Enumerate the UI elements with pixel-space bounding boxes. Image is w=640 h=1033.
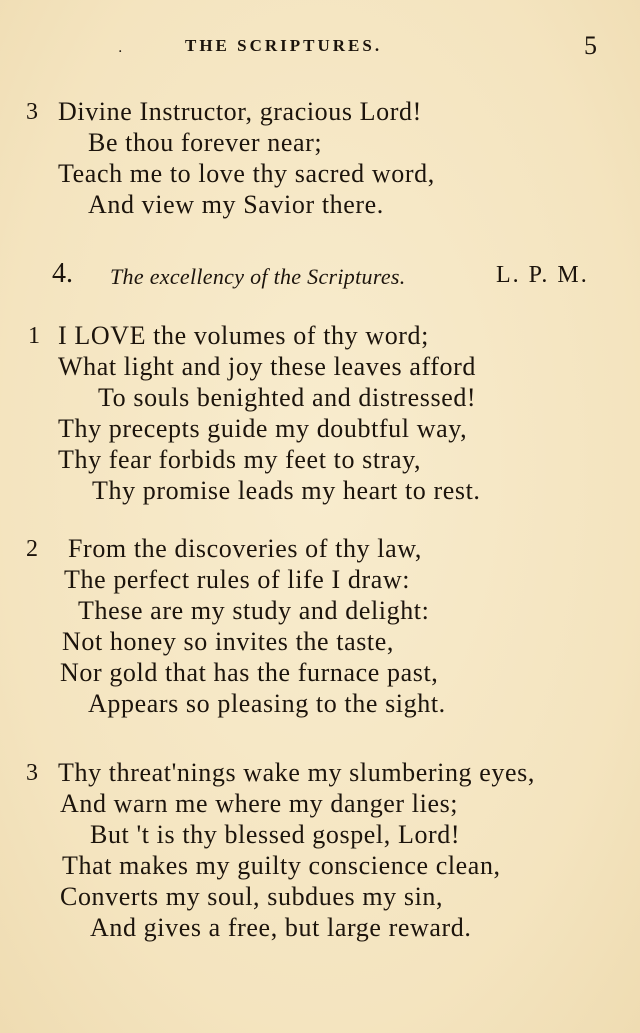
hymn-subject: The excellency of the Scriptures.: [110, 264, 406, 289]
verse-line: Thy promise leads my heart to rest.: [92, 476, 481, 505]
verse-line: I LOVE the volumes of thy word;: [58, 321, 429, 350]
verse-line: But 't is thy blessed gospel, Lord!: [90, 820, 461, 849]
verse-line: The perfect rules of life I draw:: [64, 565, 411, 594]
printer-dot: .: [118, 40, 123, 56]
verse-line: Thy fear forbids my feet to stray,: [58, 445, 422, 474]
verse-line: What light and joy these leaves afford: [58, 352, 476, 381]
verse-line: From the discoveries of thy law,: [68, 534, 423, 563]
hymn-heading: [0, 258, 640, 294]
verse-line: And warn me where my danger lies;: [60, 789, 459, 818]
verse-line: That makes my guilty conscience clean,: [62, 851, 501, 880]
running-title: THE SCRIPTURES.: [185, 36, 383, 55]
running-head: [0, 31, 640, 64]
verse-line: Nor gold that has the furnace past,: [60, 658, 439, 687]
stanza-number: 2: [26, 536, 39, 562]
hymn-number: 4.: [52, 258, 73, 289]
verse-line: And view my Savior there.: [88, 190, 384, 219]
verse-line: Divine Instructor, gracious Lord!: [58, 97, 422, 126]
verse-line: These are my study and delight:: [78, 596, 430, 625]
stanza-number: 3: [26, 760, 39, 786]
verse-line: Thy threat'nings wake my slumbering eyes,: [58, 758, 535, 787]
verse-line: Not honey so invites the taste,: [62, 627, 394, 656]
verse-line: And gives a free, but large reward.: [90, 913, 472, 942]
verse-line: To souls benighted and distressed!: [98, 383, 477, 412]
verse-line: Be thou forever near;: [88, 128, 323, 157]
page-number: 5: [584, 31, 597, 60]
verse-line: Appears so pleasing to the sight.: [88, 689, 446, 718]
stanza-number: 1: [28, 323, 41, 349]
hymn-meter: L. P. M.: [496, 262, 589, 288]
stanza-number: 3: [26, 99, 39, 125]
verse-line: Thy precepts guide my doubtful way,: [58, 414, 468, 443]
verse-line: Converts my soul, subdues my sin,: [60, 882, 444, 911]
verse-line: Teach me to love thy sacred word,: [58, 159, 435, 188]
